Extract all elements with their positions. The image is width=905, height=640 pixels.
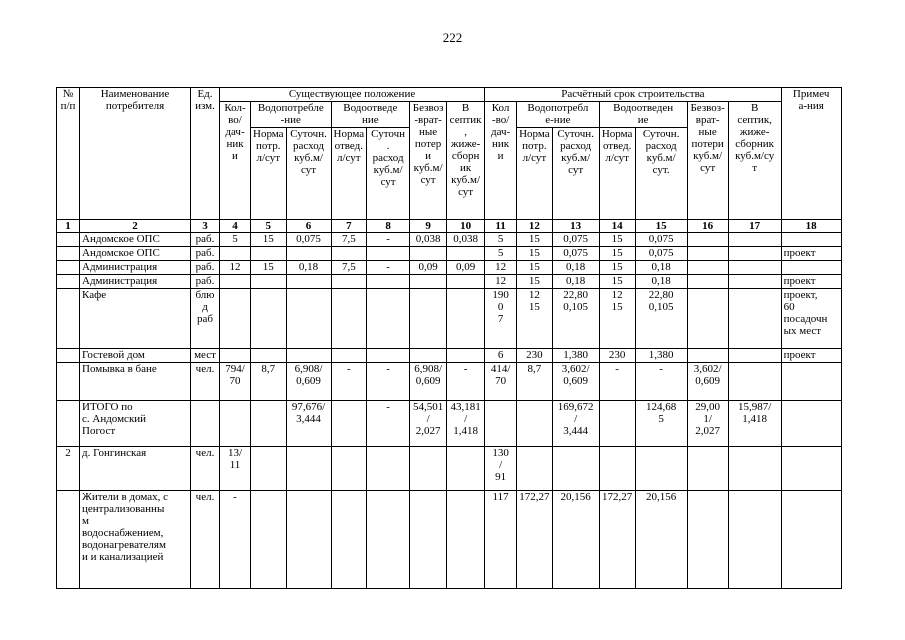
column-number: 14	[599, 220, 635, 233]
table-cell	[728, 363, 781, 401]
table-cell: 230	[517, 349, 553, 363]
table-cell: 0,18	[552, 261, 599, 275]
consumer-name-cell: Кафе	[80, 289, 191, 349]
table-cell	[251, 289, 287, 349]
table-cell	[410, 447, 447, 491]
header-planned: Расчётный срок строительства	[485, 88, 782, 102]
table-cell: 2	[57, 447, 80, 491]
table-cell	[599, 401, 635, 447]
header-existing-consumption: Водопотребле -ние	[251, 102, 332, 128]
table-cell: -	[367, 401, 410, 447]
table-row	[57, 401, 842, 447]
header-number: № п/п	[57, 88, 80, 220]
table-cell: 6,908/ 0,609	[410, 363, 447, 401]
table-cell: 0,075	[552, 233, 599, 247]
table-cell: 0,18	[552, 275, 599, 289]
table-cell	[367, 447, 410, 491]
table-cell: проект	[781, 275, 841, 289]
table-cell: 15	[517, 233, 553, 247]
table-row	[57, 363, 842, 401]
table-cell	[410, 247, 447, 261]
table-cell	[781, 447, 841, 491]
table-cell	[331, 401, 367, 447]
table-cell: 172,27	[599, 491, 635, 589]
table-cell	[57, 349, 80, 363]
table-cell	[517, 447, 553, 491]
table-cell	[286, 491, 331, 589]
table-cell: 13/ 11	[220, 447, 251, 491]
table-cell: 0,075	[552, 247, 599, 261]
consumer-name-cell: д. Гонгинская	[80, 447, 191, 491]
consumer-name-cell: Помывка в бане	[80, 363, 191, 401]
table-cell: -	[367, 261, 410, 275]
table-cell	[781, 491, 841, 589]
table-cell	[220, 247, 251, 261]
table-cell: 8,7	[517, 363, 553, 401]
table-cell: 7,5	[331, 261, 367, 275]
table-cell: 20,156	[635, 491, 687, 589]
table-cell	[367, 349, 410, 363]
table-cell: -	[367, 233, 410, 247]
table-cell: 0,18	[286, 261, 331, 275]
table-cell	[410, 289, 447, 349]
table-cell	[410, 275, 447, 289]
table-cell: 5	[485, 247, 517, 261]
table-cell	[410, 491, 447, 589]
table-cell	[191, 401, 220, 447]
table-cell	[331, 289, 367, 349]
table-cell	[286, 447, 331, 491]
table-cell: 190 0 7	[485, 289, 517, 349]
table-cell	[599, 447, 635, 491]
table-cell	[367, 491, 410, 589]
table-cell: 22,80 0,105	[635, 289, 687, 349]
table-cell: проект	[781, 247, 841, 261]
table-cell	[447, 275, 485, 289]
water-balance-table	[56, 87, 842, 589]
consumer-name-cell: ИТОГО по с. Андомский Погост	[80, 401, 191, 447]
table-cell	[687, 233, 728, 247]
table-cell	[447, 289, 485, 349]
table-cell: 0,09	[447, 261, 485, 275]
table-cell: 15	[251, 233, 287, 247]
table-cell: -	[220, 491, 251, 589]
header-planned-disposal-daily: Суточн. расход куб.м/ сут.	[635, 128, 687, 220]
table-cell: 0,18	[635, 261, 687, 275]
table-cell	[220, 289, 251, 349]
table-cell	[286, 275, 331, 289]
table-cell	[286, 349, 331, 363]
table-cell: 12 15	[599, 289, 635, 349]
column-number: 10	[447, 220, 485, 233]
column-number: 11	[485, 220, 517, 233]
table-cell: 12	[220, 261, 251, 275]
table-cell: 1,380	[635, 349, 687, 363]
table-cell	[687, 349, 728, 363]
table-cell: 6	[485, 349, 517, 363]
table-cell: -	[635, 363, 687, 401]
table-cell	[728, 491, 781, 589]
table-cell	[251, 275, 287, 289]
header-planned-consumption-norm: Норма потр. л/сут	[517, 128, 553, 220]
table-cell: 15	[599, 275, 635, 289]
consumer-name-cell: Администрация	[80, 261, 191, 275]
table-cell: 7,5	[331, 233, 367, 247]
table-cell: 130 / 91	[485, 447, 517, 491]
table-cell: 0,09	[410, 261, 447, 275]
table-cell: раб.	[191, 247, 220, 261]
table-cell: раб.	[191, 275, 220, 289]
header-existing-disposal: Водоотведе ние	[331, 102, 410, 128]
table-cell	[57, 401, 80, 447]
table-cell: 230	[599, 349, 635, 363]
header-planned-disposal-norm: Норма отвед. л/сут	[599, 128, 635, 220]
table-cell	[781, 233, 841, 247]
table-cell: чел.	[191, 491, 220, 589]
table-row	[57, 447, 842, 491]
table-cell: 169,672 / 3,444	[552, 401, 599, 447]
consumer-name-cell: Андомское ОПС	[80, 233, 191, 247]
table-cell: -	[331, 363, 367, 401]
table-cell	[367, 275, 410, 289]
consumer-name-cell: Жители в домах, с централизованны м водоснабжением, водонагревателям и и канализацией	[80, 491, 191, 589]
table-cell	[331, 349, 367, 363]
table-cell	[687, 261, 728, 275]
table-cell: 3,602/ 0,609	[687, 363, 728, 401]
table-cell	[331, 491, 367, 589]
table-cell	[331, 247, 367, 261]
table-cell	[447, 491, 485, 589]
header-planned-count: Кол -во/ дач- ник и	[485, 102, 517, 220]
table-cell: блю д раб	[191, 289, 220, 349]
table-cell: 6,908/ 0,609	[286, 363, 331, 401]
table-cell: проект	[781, 349, 841, 363]
table-cell	[57, 233, 80, 247]
header-unit: Ед. изм.	[191, 88, 220, 220]
table-cell	[447, 447, 485, 491]
table-cell: 43,181 / 1,418	[447, 401, 485, 447]
table-cell	[367, 289, 410, 349]
table-cell	[635, 447, 687, 491]
table-cell	[687, 447, 728, 491]
header-existing-consumption-daily: Суточн. расход куб.м/ сут	[286, 128, 331, 220]
header-existing-septic: В септик , жиже- сборн ик куб.м/ сут	[447, 102, 485, 220]
table-cell	[485, 401, 517, 447]
table-cell: 12	[485, 275, 517, 289]
table-cell	[728, 349, 781, 363]
table-cell	[57, 363, 80, 401]
header-consumer: Наименование потребителя	[80, 88, 191, 220]
table-cell	[687, 247, 728, 261]
table-cell: 0,038	[447, 233, 485, 247]
table-cell: 15	[517, 261, 553, 275]
table-cell: 15	[517, 275, 553, 289]
table-cell: 794/ 70	[220, 363, 251, 401]
table-cell: 22,80 0,105	[552, 289, 599, 349]
table-cell	[331, 447, 367, 491]
table-cell: 0,038	[410, 233, 447, 247]
table-body	[57, 233, 842, 589]
table-cell: 15,987/ 1,418	[728, 401, 781, 447]
table-cell	[251, 349, 287, 363]
table-cell	[728, 247, 781, 261]
table-cell	[687, 289, 728, 349]
column-number: 1	[57, 220, 80, 233]
column-number: 2	[80, 220, 191, 233]
table-cell: проект, 60 посадочн ых мест	[781, 289, 841, 349]
table-cell	[286, 289, 331, 349]
table-cell: чел.	[191, 363, 220, 401]
table-cell: 172,27	[517, 491, 553, 589]
table-cell	[781, 261, 841, 275]
column-number: 12	[517, 220, 553, 233]
table-cell	[552, 447, 599, 491]
table-cell: 124,68 5	[635, 401, 687, 447]
column-number: 5	[251, 220, 287, 233]
column-number: 8	[367, 220, 410, 233]
table-cell	[220, 275, 251, 289]
table-cell	[447, 349, 485, 363]
table-cell: -	[599, 363, 635, 401]
table-cell: -	[367, 363, 410, 401]
table-cell	[331, 275, 367, 289]
table-cell: раб.	[191, 233, 220, 247]
table-cell	[687, 491, 728, 589]
table-cell: раб.	[191, 261, 220, 275]
column-numbers-row	[57, 220, 842, 233]
table-cell: 54,501 / 2,027	[410, 401, 447, 447]
table-cell: 0,18	[635, 275, 687, 289]
header-existing-disposal-norm: Норма отвед. л/сут	[331, 128, 367, 220]
table-cell: 8,7	[251, 363, 287, 401]
table-cell: 15	[599, 233, 635, 247]
header-existing-consumption-norm: Норма потр. л/сут	[251, 128, 287, 220]
table-cell: 12	[485, 261, 517, 275]
header-planned-consumption: Водопотребл е-ние	[517, 102, 600, 128]
consumer-name-cell: Гостевой дом	[80, 349, 191, 363]
table-row	[57, 349, 842, 363]
table-cell	[687, 275, 728, 289]
table-cell	[57, 261, 80, 275]
table-cell	[447, 247, 485, 261]
table-cell: 5	[485, 233, 517, 247]
table-cell: 97,676/ 3,444	[286, 401, 331, 447]
table-cell	[728, 447, 781, 491]
table-cell	[781, 363, 841, 401]
header-planned-septic: В септик, жиже- сборник куб.м/су т	[728, 102, 781, 220]
table-cell	[220, 401, 251, 447]
table-cell: 0,075	[635, 233, 687, 247]
column-number: 6	[286, 220, 331, 233]
table-cell	[728, 289, 781, 349]
header-existing-irrevocable-losses: Безвоз -врат- ные потер и куб.м/ сут	[410, 102, 447, 220]
table-cell	[220, 349, 251, 363]
header-planned-consumption-daily: Суточн. расход куб.м/ сут	[552, 128, 599, 220]
consumer-name-cell: Андомское ОПС	[80, 247, 191, 261]
table-row	[57, 233, 842, 247]
table-cell: 5	[220, 233, 251, 247]
table-cell: 12 15	[517, 289, 553, 349]
table-cell	[57, 275, 80, 289]
column-number: 16	[687, 220, 728, 233]
table-row	[57, 491, 842, 589]
table-cell	[728, 261, 781, 275]
header-planned-disposal: Водоотведен ие	[599, 102, 687, 128]
header-existing-disposal-daily: Суточн . расход куб.м/ сут	[367, 128, 410, 220]
table-cell: чел.	[191, 447, 220, 491]
column-number: 15	[635, 220, 687, 233]
table-cell: мест	[191, 349, 220, 363]
table-row	[57, 247, 842, 261]
table-cell: 414/ 70	[485, 363, 517, 401]
table-cell	[781, 401, 841, 447]
column-number: 9	[410, 220, 447, 233]
table-cell	[251, 491, 287, 589]
table-cell	[286, 247, 331, 261]
table-cell: 0,075	[286, 233, 331, 247]
header-existing-count: Кол- во/ дач- ник и	[220, 102, 251, 220]
table-cell: 117	[485, 491, 517, 589]
table-cell: 1,380	[552, 349, 599, 363]
column-number: 7	[331, 220, 367, 233]
table-cell	[410, 349, 447, 363]
table-cell: -	[447, 363, 485, 401]
table-cell: 20,156	[552, 491, 599, 589]
table-cell	[251, 447, 287, 491]
table-cell	[57, 247, 80, 261]
table-cell	[367, 247, 410, 261]
header-existing: Существующее положение	[220, 88, 485, 102]
header-notes: Примеч а-ния	[781, 88, 841, 220]
table-row	[57, 275, 842, 289]
table-cell	[517, 401, 553, 447]
table-row	[57, 289, 842, 349]
table-cell	[251, 247, 287, 261]
table-cell: 3,602/ 0,609	[552, 363, 599, 401]
table-cell: 15	[517, 247, 553, 261]
table-row	[57, 261, 842, 275]
table-cell	[57, 491, 80, 589]
table-cell: 29,00 1/ 2,027	[687, 401, 728, 447]
table-cell	[251, 401, 287, 447]
page-number: 222	[442, 30, 463, 45]
table-cell	[728, 233, 781, 247]
table-cell: 0,075	[635, 247, 687, 261]
header-planned-irrevocable-losses: Безвоз- врат- ные потери куб.м/ сут	[687, 102, 728, 220]
column-number: 18	[781, 220, 841, 233]
column-number: 3	[191, 220, 220, 233]
table-cell	[57, 289, 80, 349]
table-cell: 15	[251, 261, 287, 275]
column-number: 17	[728, 220, 781, 233]
table-cell: 15	[599, 247, 635, 261]
consumer-name-cell: Администрация	[80, 275, 191, 289]
table-cell	[728, 275, 781, 289]
column-number: 4	[220, 220, 251, 233]
table-cell: 15	[599, 261, 635, 275]
column-number: 13	[552, 220, 599, 233]
